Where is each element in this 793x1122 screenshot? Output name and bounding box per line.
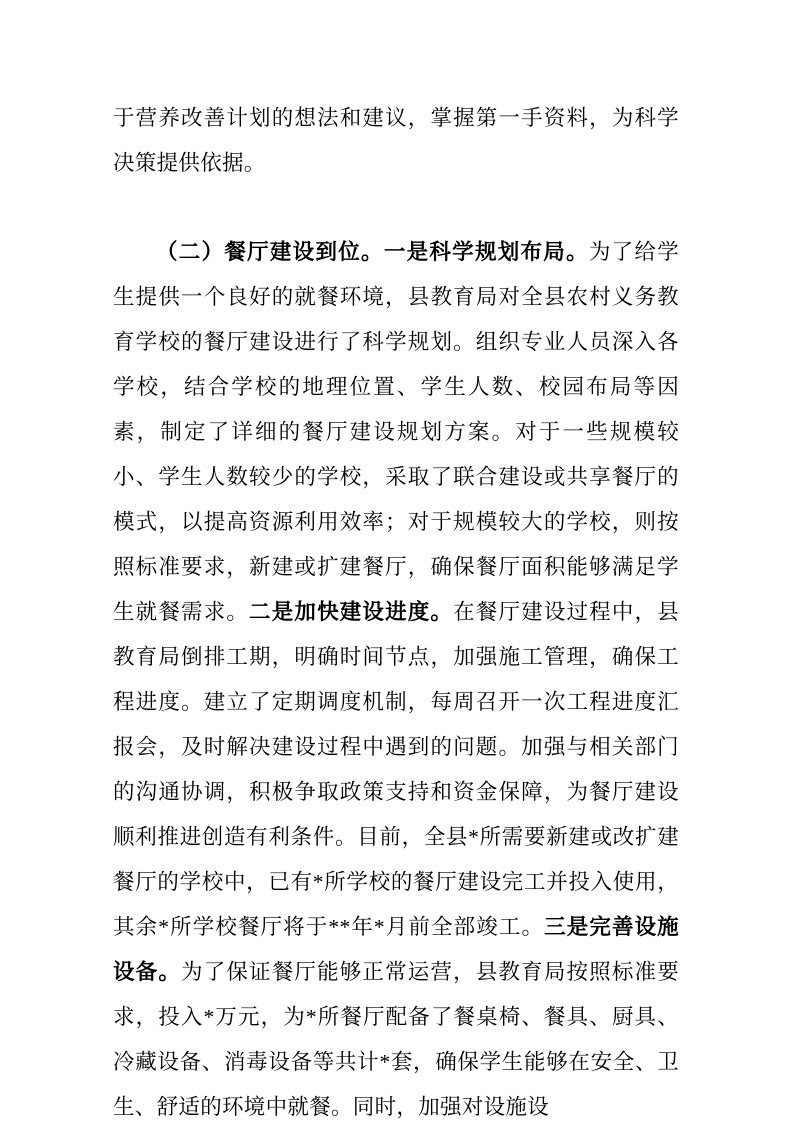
text-run-bold-subheading-2: 二是加快建设进度。 [249, 600, 454, 624]
text-run-body-1: 为了给学生提供一个良好的就餐环境，县教育局对全县农村义务教育学校的餐厅建设进行了科学规划。组织专业人员深入各学校，结合学校的地理位置、学生人数、校园布局等因素，制定了详细的餐厅建设规划方案。对于一些规模较小、学生人数较少的学校，采取了联合建设或共享餐厅的模式，以提高资源利用效率；对于规模较大的学校，则按照标准要求，新建或扩建餐厅，确保餐厅面积能够满足学生就餐需求。 [113, 240, 680, 624]
text-run-body-3: 为了保证餐厅能够正常运营，县教育局按照标准要求，投入*万元，为*所餐厅配备了餐桌椅、餐具、厨具、冷藏设备、消毒设备等共计*套，确保学生能够在安全、卫生、舒适的环境中就餐。同时，加强对设施设 [113, 960, 679, 1119]
page-body [113, 96, 679, 1122]
paragraph-spacer [113, 186, 679, 230]
text-run-bold-subheading-3: 三是完善设施设备。 [113, 915, 679, 984]
paragraph-section-two [113, 230, 679, 1122]
text-run-bold-heading: （二）餐厅建设到位。一是科学规划布局。 [156, 240, 589, 264]
paragraph-continuation [113, 96, 679, 186]
text-run: 于营养改善计划的想法和建议，掌握第一手资料，为科学决策提供依据。 [113, 106, 679, 175]
text-run-body-2: 在餐厅建设过程中，县教育局倒排工期，明确时间节点，加强施工管理，确保工程进度。建立了定期调度机制，每周召开一次工程进度汇报会，及时解决建设过程中遇到的问题。加强与相关部门的沟通协调，积极争取政策支持和资金保障，为餐厅建设顺利推进创造有利条件。目前，全县*所需要新建或改扩建餐厅的学校中，已有*所学校的餐厅建设完工并投入使用，其余*所学校餐厅将于**年*月前全部竣工。 [113, 600, 679, 939]
